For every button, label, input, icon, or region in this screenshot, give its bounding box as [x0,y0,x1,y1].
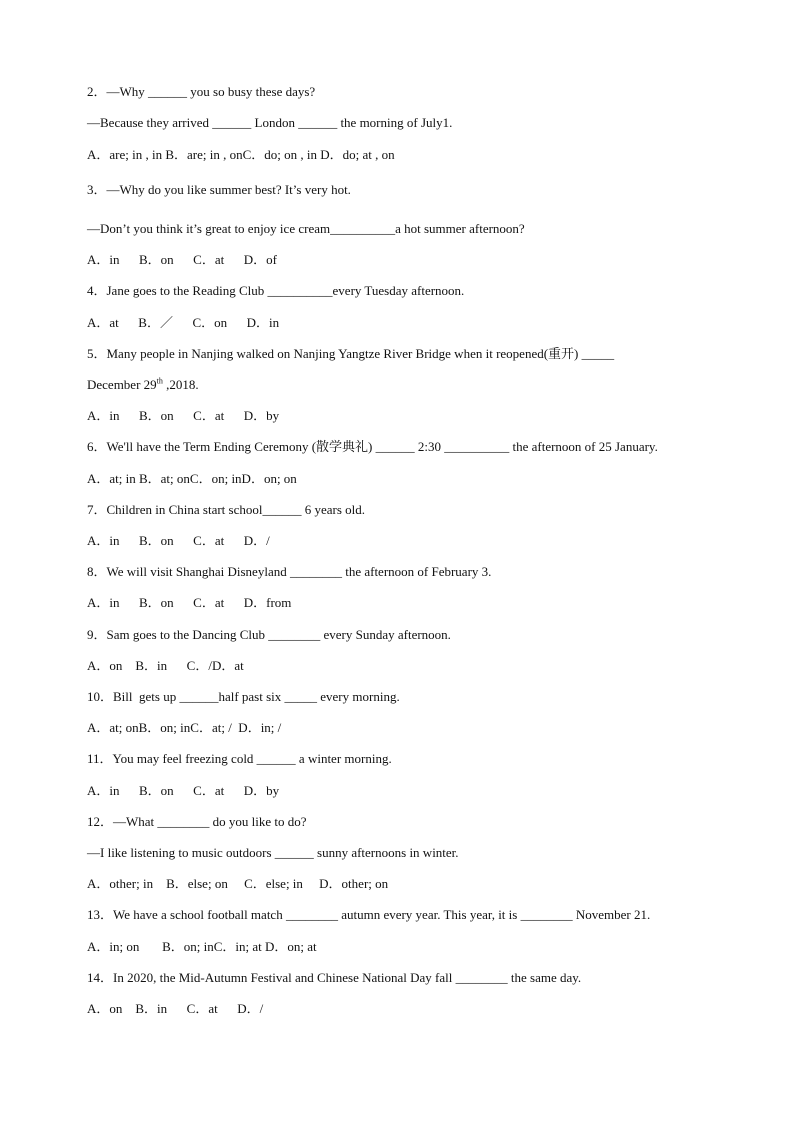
q4-options: A．at B．／ C．on D．in [87,315,280,330]
q8-options: A．in B．on C．at D．from [87,595,292,610]
q11-question: 11．You may feel freezing cold ______ a winter morning. [87,751,392,766]
q14-question: 14．In 2020, the Mid-Autumn Festival and Chinese National Day fall ________ the same day. [87,970,582,985]
q5-question-cont: December 29th ,2018. [87,376,199,392]
q13-options: A．in; on B．on; inC．in; at D．on; at [87,939,317,954]
q11-options: A．in B．on C．at D．by [87,783,280,798]
q2-response: —Because they arrived ______ London ______ the morning of July1. [87,115,453,130]
q9-options: A．on B．in C．/D．at [87,658,244,673]
q3-question: 3．—Why do you like summer best? It’s very hot. [87,182,351,197]
q2-question: 2．—Why ______ you so busy these days? [87,84,316,99]
q7-question: 7．Children in China start school______ 6 years old. [87,502,366,517]
q3-response: —Don’t you think it’s great to enjoy ice cream__________a hot summer afternoon? [87,221,525,236]
q6-options: A．at; in B．at; onC．on; inD．on; on [87,471,297,486]
q14-options: A．on B．in C．at D．/ [87,1001,264,1016]
q10-options: A．at; onB．on; inC．at; / D．in; / [87,720,282,735]
q8-question: 8．We will visit Shanghai Disneyland ________ the afternoon of February 3. [87,564,492,579]
q9-question: 9．Sam goes to the Dancing Club ________ every Sunday afternoon. [87,627,451,642]
q5-options: A．in B．on C．at D．by [87,408,280,423]
q5-question: 5．Many people in Nanjing walked on Nanjing Yangtze River Bridge when it reopened(重开) _____ [87,346,615,361]
q13-question: 13．We have a school football match ________ autumn every year. This year, it is ________ November 21. [87,907,651,922]
q7-options: A．in B．on C．at D．/ [87,533,270,548]
q12-question: 12．—What ________ do you like to do? [87,814,307,829]
q12-response: —I like listening to music outdoors ______ sunny afternoons in winter. [87,845,459,860]
q2-options: A．are; in , in B．are; in , onC．do; on , in D．do; at , on [87,147,395,162]
q4-question: 4．Jane goes to the Reading Club __________every Tuesday afternoon. [87,283,465,298]
q3-options: A．in B．on C．at D．of [87,252,277,267]
q10-question: 10．Bill gets up ______half past six _____ every morning. [87,689,400,704]
q12-options: A．other; in B．else; on C．else; in D．other; on [87,876,389,891]
q6-question: 6．We'll have the Term Ending Ceremony (散学典礼) ______ 2:30 __________ the afternoon of 25 January. [87,439,658,454]
